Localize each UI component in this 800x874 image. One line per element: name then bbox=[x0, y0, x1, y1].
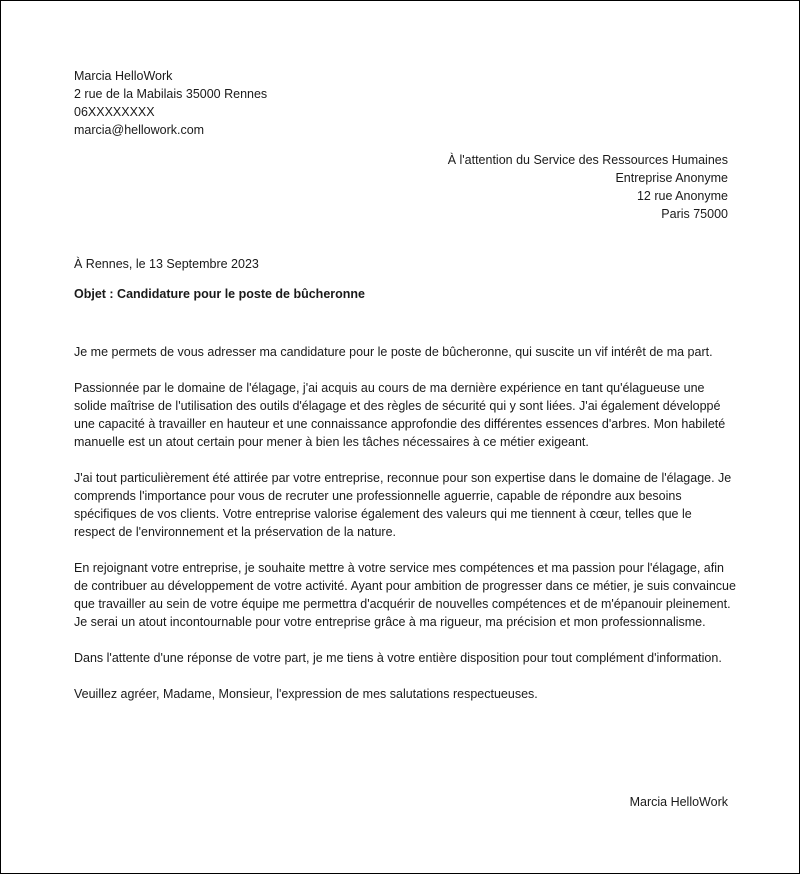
paragraph-motivation: En rejoignant votre entreprise, je souhaite mettre à votre service mes compétences et ma passion pour l'élagage, afin de contribuer au développement de votre activité. Ayant pour ambition de progresser dans ce métier, je suis convaincue que travailler au sein de votre équipe me permettra d'acquérir de nouvelles compétences et de m'épanouir pleinement. Je serai un atout incontournable pour votre entreprise grâce à ma rigueur, ma précision et mon professionnalisme. bbox=[74, 561, 736, 629]
recipient-street: 12 rue Anonyme bbox=[636, 189, 728, 203]
recipient-city: Paris 75000 bbox=[661, 207, 728, 221]
recipient-attention: À l'attention du Service des Ressources Humaines bbox=[447, 153, 728, 167]
paragraph-experience: Passionnée par le domaine de l'élagage, j'ai acquis au cours de ma dernière expérience en tant qu'élagueuse une solide maîtrise de l'utilisation des outils d'élagage et des règles de sécurité qui y sont liées. J'ai également développé une capacité à travailler en hauteur et une connaissance approfondie des différentes essences d'arbres. Mon habileté manuelle est un atout certain pour mener à bien les tâches nécessaires à ce métier exigeant. bbox=[74, 381, 726, 449]
paragraph-intro: Je me permets de vous adresser ma candidature pour le poste de bûcheronne, qui suscite un vif intérêt de ma part. bbox=[74, 345, 713, 359]
paragraph-availability: Dans l'attente d'une réponse de votre part, je me tiens à votre entière disposition pour tout complément d'information. bbox=[74, 651, 722, 665]
date-line: À Rennes, le 13 Septembre 2023 bbox=[74, 257, 259, 271]
paragraph-company: J'ai tout particulièrement été attirée par votre entreprise, reconnue pour son expertise dans le domaine de l'élagage. Je comprends l'importance pour vous de recruter une professionnelle aguerrie, capable de répondre aux besoins spécifiques de vos clients. Votre entreprise valorise également des valeurs qui me tiennent à cœur, telles que le respect de l'environnement et la préservation de la nature. bbox=[74, 471, 732, 539]
sender-address: 2 rue de la Mabilais 35000 Rennes bbox=[74, 87, 268, 101]
sender-phone: 06XXXXXXXX bbox=[74, 105, 155, 119]
sender-email: marcia@hellowork.com bbox=[74, 123, 205, 137]
recipient-company: Entreprise Anonyme bbox=[615, 171, 728, 185]
letter-body bbox=[74, 343, 736, 721]
sender-name: Marcia HelloWork bbox=[74, 69, 173, 83]
paragraph-closing: Veuillez agréer, Madame, Monsieur, l'expression de mes salutations respectueuses. bbox=[74, 687, 538, 701]
subject-line: Objet : Candidature pour le poste de bûcheronne bbox=[74, 287, 365, 301]
sender-block bbox=[74, 67, 267, 139]
signature: Marcia HelloWork bbox=[629, 795, 728, 809]
recipient-block bbox=[448, 151, 728, 223]
